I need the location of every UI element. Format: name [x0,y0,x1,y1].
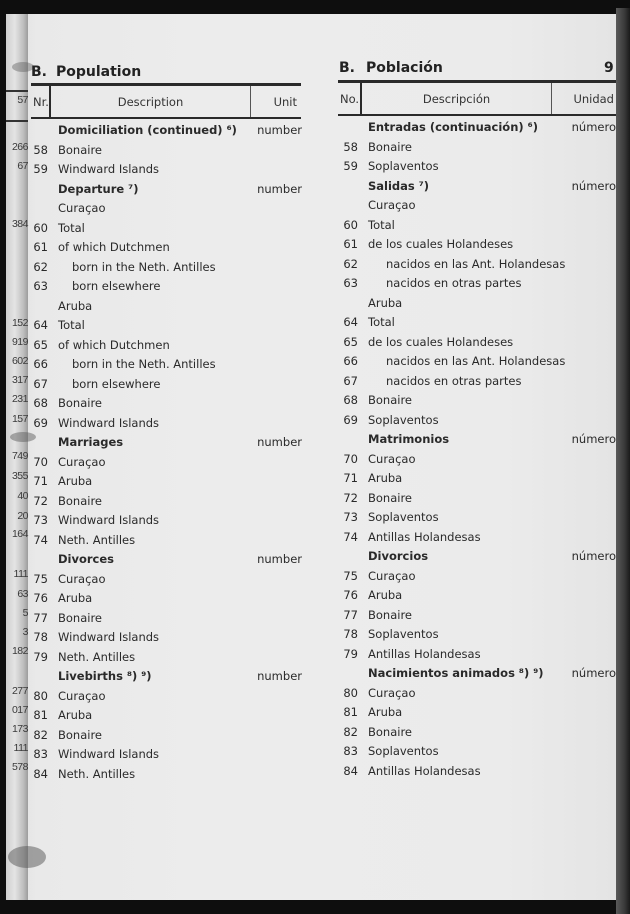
row-number: 83 [33,747,48,761]
table-row [338,294,616,312]
table-category-row [338,177,616,195]
row-number: 84 [33,766,48,781]
row-description: Aruba [368,705,403,719]
row-unit: número [571,120,616,134]
binding-spine [6,14,28,900]
header-unidad: Unidad [573,91,614,106]
row-number: 76 [343,588,358,602]
row-description: born elsewhere [72,376,161,391]
row-number: 67 [343,373,358,388]
binding-stain-mark [8,846,46,868]
row-number: 75 [33,571,48,586]
table-row [338,450,616,468]
row-description: of which Dutchmen [58,240,170,254]
table-row [338,274,616,292]
row-number: 60 [343,217,358,232]
row-description: Curaçao [368,685,416,700]
table-row [28,316,302,334]
row-description: Bonaire [368,607,413,622]
row-description: Bonaire [368,490,413,505]
previous-page-value: 40 [17,490,28,502]
table-category-row [28,550,302,568]
previous-page-value: 317 [11,374,28,386]
table-row [28,589,302,607]
section-title-right: Población [366,60,443,76]
table-row [28,531,302,549]
row-description: Salidas ⁷) [368,178,430,193]
table-row [338,469,616,487]
table-row [338,411,616,429]
table-category-row [338,430,616,448]
row-number: 64 [343,315,358,329]
row-number: 82 [33,727,48,742]
row-description: Bonaire [58,396,103,410]
table-row [338,645,616,663]
previous-page-value: 578 [11,761,28,773]
row-description: Antillas Holandesas [368,763,481,778]
row-number: 71 [33,474,48,488]
row-description: nacidos en las Ant. Holandesas [386,354,566,368]
table-row [28,277,302,295]
table-row [338,508,616,526]
table-row [338,255,616,273]
row-description: born elsewhere [72,279,161,293]
row-description: Matrimonios [368,432,450,446]
row-number: 81 [33,708,48,722]
previous-page-value: 164 [11,528,28,540]
table-row [28,706,302,724]
row-number: 69 [33,415,48,430]
row-number: 69 [343,412,358,427]
row-description: Nacimientos animados ⁸) ⁹) [368,666,544,680]
row-number: 65 [343,334,358,349]
table-row [338,216,616,234]
row-description: of which Dutchmen [58,337,170,352]
row-description: Livebirths ⁸) ⁹) [58,669,152,683]
row-number: 83 [343,744,358,758]
row-description: nacidos en otras partes [386,276,522,290]
row-number: 74 [33,532,48,547]
table-row [338,391,616,409]
previous-page-value: 111 [13,568,28,580]
table-row [338,762,616,780]
row-description: Windward Islands [58,630,160,644]
row-number: 65 [33,337,48,352]
previous-page-value: 157 [11,413,28,425]
table-row [338,625,616,643]
table-row [28,394,302,412]
previous-page-value: 3 [22,626,28,638]
table-row [338,742,616,760]
row-unit: number [257,123,302,137]
row-description: Curaçao [58,454,106,469]
row-description: Aruba [368,471,403,485]
row-number: 79 [343,646,358,661]
table-row [28,160,302,178]
table-row [28,355,302,373]
section-label-right: B. [339,60,355,76]
row-description: Divorcios [368,549,429,563]
row-number: 58 [33,142,48,157]
row-number: 59 [33,162,48,176]
row-number: 70 [33,454,48,469]
row-number: 61 [343,237,358,251]
table-row [28,141,302,159]
row-number: 76 [33,591,48,605]
table-row [28,745,302,763]
row-description: Bonaire [368,393,413,407]
table-row [28,219,302,237]
row-description: Soplaventos [368,412,439,427]
row-description: Domiciliation (continued) ⁶) [58,123,237,137]
table-row [28,687,302,705]
row-description: Entradas (continuación) ⁶) [368,120,538,134]
table-row [338,567,616,585]
table-row [338,606,616,624]
row-description: Windward Islands [58,513,160,527]
table-row [28,511,302,529]
previous-page-value: 67 [17,160,28,172]
previous-page-value: 749 [11,450,28,462]
page-edge-shadow [616,8,630,914]
previous-page-header-rule-top [6,90,28,92]
header-nr: Nr. [31,86,51,117]
table-row [338,235,616,253]
row-description: Soplaventos [368,627,439,641]
table-row [28,258,302,276]
row-description: nacidos en otras partes [386,373,522,388]
header-unit: Unit [273,94,297,109]
row-number: 67 [33,376,48,391]
row-description: Soplaventos [368,510,439,524]
row-number: 60 [33,220,48,235]
previous-page-value: 5 [22,607,28,619]
table-row [28,453,302,471]
table-row [28,765,302,783]
row-description: Curaçao [58,688,106,703]
table-row [338,684,616,702]
previous-page-value: 111 [13,742,28,754]
row-number: 66 [33,357,48,371]
table-row [338,703,616,721]
table-row [338,333,616,351]
row-number: 70 [343,451,358,466]
row-description: Windward Islands [58,162,160,176]
row-description: Curaçao [368,451,416,466]
row-description: Aruba [368,295,403,310]
previous-page-value: 182 [11,645,28,657]
row-number: 62 [343,256,358,271]
table-header-left [31,83,301,119]
table-header-right [338,80,616,116]
table-row [338,196,616,214]
header-description: Description [51,86,251,117]
row-number: 72 [33,493,48,508]
row-unit: number [257,552,302,566]
row-description: Antillas Holandesas [368,646,481,661]
row-number: 59 [343,159,358,173]
row-number: 84 [343,763,358,778]
row-description: Neth. Antilles [58,766,136,781]
row-number: 78 [33,630,48,644]
row-description: Neth. Antilles [58,532,136,547]
row-description: Divorces [58,552,115,566]
row-description: Curaçao [58,571,106,586]
section-title-left: Population [56,64,142,80]
table-row [28,472,302,490]
row-description: Antillas Holandesas [368,529,481,544]
table-category-row [28,433,302,451]
header-no: No. [338,83,362,114]
row-description: Total [368,217,395,232]
row-description: Marriages [58,435,124,449]
table-row [28,492,302,510]
row-number: 77 [343,607,358,622]
table-category-row [338,118,616,136]
row-description: Aruba [58,591,93,605]
row-number: 58 [343,139,358,154]
previous-page-value: 355 [11,470,28,482]
row-number: 62 [33,259,48,274]
previous-page-value: 919 [11,336,28,348]
row-description: Departure ⁷) [58,181,139,196]
row-description: Aruba [58,708,93,722]
row-unit: número [571,666,616,680]
row-description: Total [368,315,395,329]
row-description: Total [58,220,85,235]
table-category-row [28,667,302,685]
previous-page-header-rule-bottom [6,120,28,122]
table-row [28,648,302,666]
table-row [28,199,302,217]
row-unit: número [571,549,616,563]
table-row [28,414,302,432]
row-number: 63 [343,276,358,290]
table-row [28,628,302,646]
row-number: 72 [343,490,358,505]
row-number: 74 [343,529,358,544]
row-unit: número [571,178,616,193]
table-row [28,609,302,627]
table-row [28,570,302,588]
row-description: Bonaire [368,724,413,739]
previous-page-value: 602 [11,355,28,367]
row-number: 64 [33,318,48,332]
row-unit: number [257,181,302,196]
row-description: Curaçao [368,198,416,212]
row-description: nacidos en las Ant. Holandesas [386,256,566,271]
row-number: 81 [343,705,358,719]
row-unit: number [257,435,302,449]
row-number: 73 [33,513,48,527]
table-row [338,586,616,604]
row-number: 71 [343,471,358,485]
row-number: 79 [33,649,48,664]
row-number: 78 [343,627,358,641]
table-row [28,297,302,315]
row-description: Curaçao [368,568,416,583]
table-row [28,238,302,256]
row-description: Total [58,318,85,332]
row-description: de los cuales Holandeses [368,334,514,349]
previous-page-value: 173 [11,723,28,735]
row-description: Bonaire [58,493,103,508]
previous-page-value: 231 [11,393,28,405]
row-description: Aruba [368,588,403,602]
table-row [338,528,616,546]
section-label-left: B. [31,64,47,80]
row-number: 80 [33,688,48,703]
row-description: Bonaire [368,139,413,154]
table-row [338,489,616,507]
page-number: 9 [604,60,614,76]
row-number: 68 [343,393,358,407]
previous-page-value: 266 [11,141,28,153]
table-row [338,723,616,741]
row-description: born in the Neth. Antilles [72,357,216,371]
row-description: Soplaventos [368,744,439,758]
table-category-row [338,664,616,682]
table-row [338,157,616,175]
table-category-row [28,180,302,198]
row-number: 75 [343,568,358,583]
table-row [338,372,616,390]
row-number: 77 [33,610,48,625]
row-description: Windward Islands [58,415,160,430]
table-row [338,313,616,331]
row-description: Windward Islands [58,747,160,761]
row-description: Curaçao [58,201,106,215]
row-description: Bonaire [58,727,103,742]
row-number: 73 [343,510,358,524]
row-description: de los cuales Holandeses [368,237,514,251]
row-description: Aruba [58,474,93,488]
row-number: 66 [343,354,358,368]
row-description: born in the Neth. Antilles [72,259,216,274]
header-descripcion: Descripción [362,83,552,114]
previous-page-value: 152 [11,317,28,329]
row-number: 68 [33,396,48,410]
row-number: 80 [343,685,358,700]
table-row [28,375,302,393]
row-description: Bonaire [58,610,103,625]
previous-page-value: 63 [17,588,28,600]
previous-page-value: 017 [11,704,28,716]
table-category-row [28,121,302,139]
row-description: Neth. Antilles [58,649,136,664]
previous-page-header-fragment: 57 [17,94,28,106]
table-row [338,352,616,370]
row-description: Aruba [58,298,93,313]
row-number: 61 [33,240,48,254]
row-number: 82 [343,724,358,739]
table-row [28,336,302,354]
row-description: Bonaire [58,142,103,157]
table-category-row [338,547,616,565]
row-unit: number [257,669,302,683]
previous-page-value: 384 [11,218,28,230]
row-description: Soplaventos [368,159,439,173]
table-row [28,726,302,744]
row-number: 63 [33,279,48,293]
previous-page-value: 277 [11,685,28,697]
previous-page-value: 20 [17,510,28,522]
row-unit: número [571,432,616,446]
table-row [338,138,616,156]
